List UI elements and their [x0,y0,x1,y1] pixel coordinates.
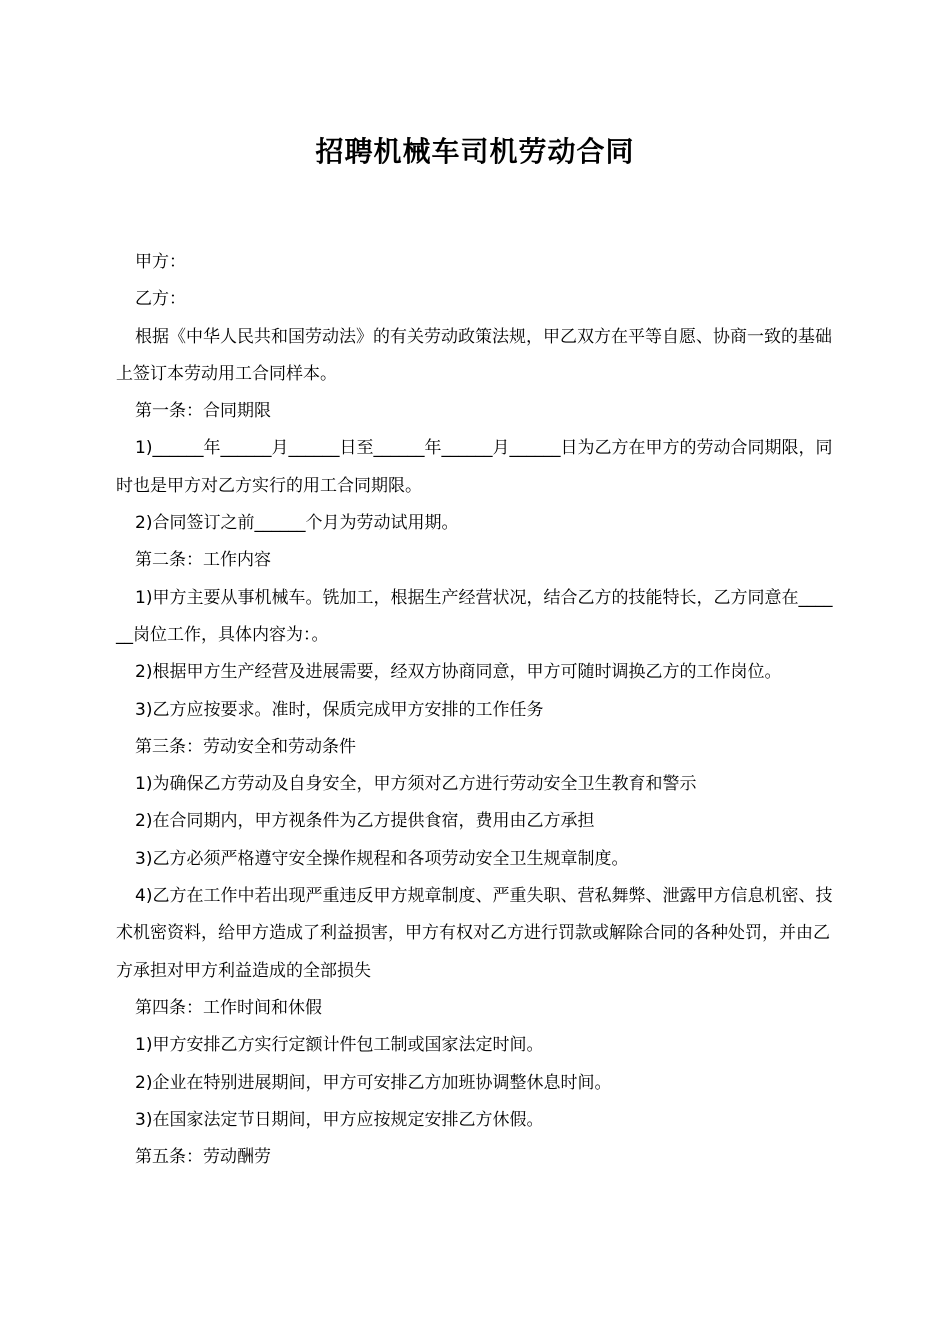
article-2-clause-3: 3)乙方应按要求。准时，保质完成甲方安排的工作任务 [135,699,544,720]
article-3-clause-3: 3)乙方必须严格遵守安全操作规程和各项劳动安全卫生规章制度。 [135,848,629,869]
article-3-clause-2: 2)在合同期内，甲方视条件为乙方提供食宿，费用由乙方承担 [135,811,595,832]
article-2-clause-1: 1)甲方主要从事机械车。铣加工，根据生产经营状况，结合乙方的技能特长，乙方同意在______岗位工作，具体内容为：。 [116,587,833,645]
party-b-line: 乙方： [135,289,186,310]
article-2-clause-2: 2)根据甲方生产经营及进展需要，经双方协商同意，甲方可随时调换乙方的工作岗位。 [135,662,782,683]
article-5-heading: 第五条：劳动酬劳 [135,1147,271,1168]
article-2-heading: 第二条：工作内容 [135,550,271,571]
article-1-heading: 第一条：合同期限 [135,401,271,422]
article-4-heading: 第四条：工作时间和休假 [135,997,322,1018]
article-4-clause-1: 1)甲方安排乙方实行定额计件包工制或国家法定时间。 [135,1035,544,1056]
preamble-paragraph: 根据《中华人民共和国劳动法》的有关劳动政策法规，甲乙双方在平等自愿、协商一致的基础上签订本劳动用工合同样本。 [116,326,832,384]
document-title: 招聘机械车司机劳动合同 [315,135,635,168]
document-body [116,244,838,1176]
party-a-line: 甲方： [135,252,186,272]
article-1-clause-1: 1)______年______月______日至______年______月______日为乙方在甲方的劳动合同期限，同时也是甲方对乙方实行的用工合同期限。 [116,438,833,496]
article-3-clause-1: 1)为确保乙方劳动及自身安全，甲方须对乙方进行劳动安全卫生教育和警示 [135,774,697,795]
article-1-clause-2: 2)合同签订之前______个月为劳动试用期。 [135,513,459,534]
article-3-heading: 第三条：劳动安全和劳动条件 [135,736,356,757]
article-3-clause-4: 4)乙方在工作中若出现严重违反甲方规章制度、严重失职、营私舞弊、泄露甲方信息机密、技术机密资料，给甲方造成了利益损害，甲方有权对乙方进行罚款或解除合同的各种处罚，并由乙方承担对甲方利益造成的全部损失 [116,886,833,981]
article-4-clause-3: 3)在国家法定节日期间，甲方应按规定安排乙方休假。 [135,1109,544,1130]
article-4-clause-2: 2)企业在特别进展期间，甲方可安排乙方加班协调整休息时间。 [135,1072,612,1093]
